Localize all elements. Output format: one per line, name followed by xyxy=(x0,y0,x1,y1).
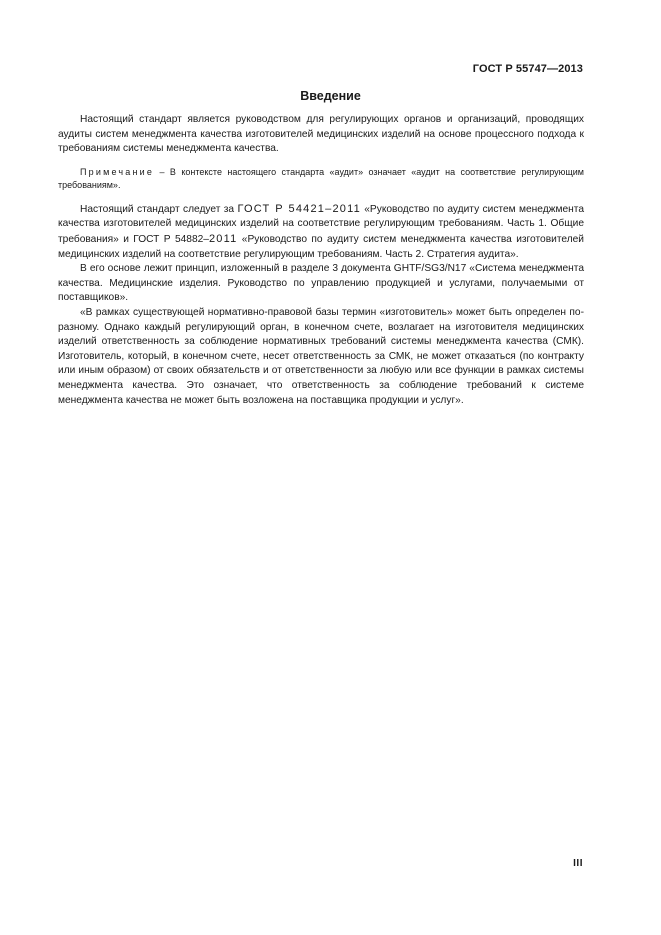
spacer xyxy=(58,193,584,202)
document-code: ГОСТ Р 55747—2013 xyxy=(472,63,583,75)
spacer xyxy=(58,157,584,166)
paragraph-related-standards xyxy=(58,202,584,262)
note-label: Примечание xyxy=(80,166,155,177)
document-body xyxy=(58,113,584,408)
section-title: Введение xyxy=(300,89,361,103)
gost-reference-1: ГОСТ Р 54421–2011 xyxy=(237,202,361,215)
paragraph-2-part-a: Настоящий стандарт следует за xyxy=(80,203,238,215)
paragraph-quote: «В рамках существующей нормативно-правовой базы термин «изготовитель» может быть определен по-разному. Однако каждый регулирующий орган, в конечном счете, возлагает на изготовителя медицинских изделий ответственность за соблюдение нормативных требований системы менеджмента качества (СМК). Изготовитель, который, в конечном счете, несет ответственность за СМК, не может отказаться (по контракту или иным образом) от своих обязательств и от ответственности за любую или все функции в рамках системы менеджмента качества. Это означает, что ответственность за соблюдение требований к системе менеджмента качества не может быть возложена на поставщика продукции и услуг». xyxy=(58,306,584,406)
paragraph-2-part-c: «Руководство по аудиту систем менеджмента качества изготовителей медицинских изделий на соответствие регулирующим требованиям. Часть 2. Стратегия аудита». xyxy=(58,233,584,260)
page-number: III xyxy=(573,858,583,869)
paragraph-2-part-b: «Руководство по аудиту систем менеджмента качества изготовителей медицинских изделий на соответствие регулирующим требованиям. Часть 1. Общие требования» и ГОСТ Р 54882– xyxy=(58,203,584,245)
gost-reference-2-year: 2011 xyxy=(208,232,238,245)
paragraph-purpose: Настоящий стандарт является руководством для регулирующих органов и организаций, проводящих аудиты систем менеджмента качества изготовителей медицинских изделий на основе процессного подхода к требованиям системы менеджмента качества. xyxy=(58,114,584,155)
note xyxy=(58,166,584,193)
note-text: – В контексте настоящего стандарта «аудит» означает «аудит на соответствие регулирующим требованиям». xyxy=(58,166,584,191)
paragraph-principle: В его основе лежит принцип, изложенный в разделе 3 документа GHTF/SG3/N17 «Система менеджмента качества. Медицинские изделия. Руководство по управлению продукцией и услугами, получаемыми от поставщиков». xyxy=(58,263,584,304)
